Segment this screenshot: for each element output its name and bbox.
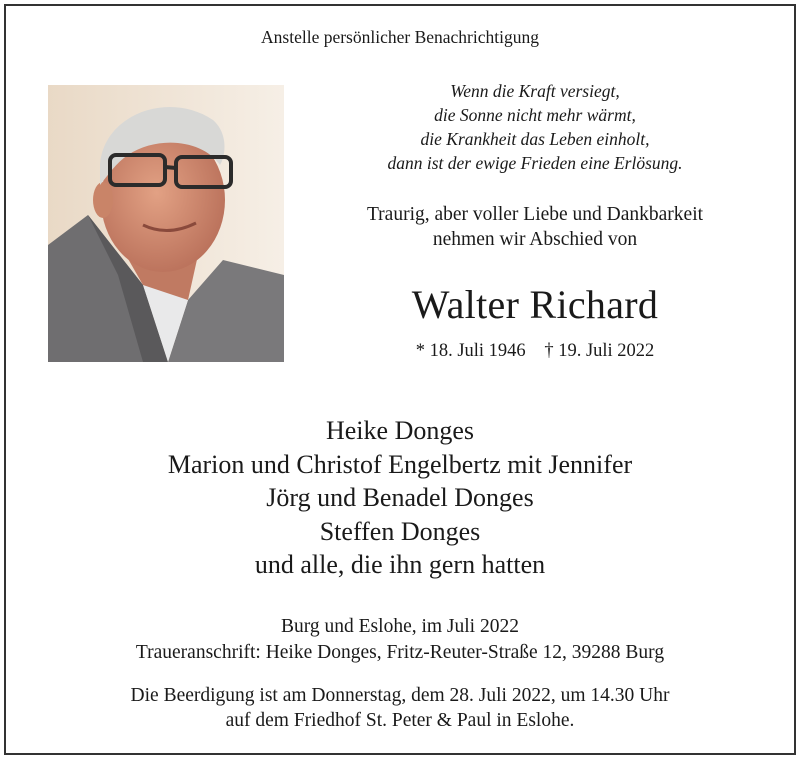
mourner: Marion und Christof Engelbertz mit Jennifer — [167, 449, 633, 479]
notice-line: Anstelle persönlicher Benachrichtigung — [261, 27, 539, 47]
intro-line: Traurig, aber voller Liebe und Dankbarkeit — [366, 204, 704, 225]
portrait-photo — [48, 85, 284, 362]
funeral-line: Die Beerdigung ist am Donnerstag, dem 28. Juli 2022, um 14.30 Uhr — [130, 685, 670, 706]
mourner: Steffen Donges — [319, 516, 481, 546]
poem-line: die Krankheit das Leben einholt, — [420, 129, 650, 149]
life-dates — [300, 341, 770, 362]
intro-text — [300, 202, 770, 252]
funeral-line: auf dem Friedhof St. Peter & Paul in Eslohe. — [225, 710, 575, 731]
poem-line: dann ist der ewige Frieden eine Erlösung. — [387, 153, 683, 173]
mourner: und alle, die ihn gern hatten — [254, 550, 546, 579]
deceased-name: Walter Richard — [411, 282, 659, 327]
place-and-address — [0, 614, 800, 666]
death-date: † 19. Juli 2022 — [544, 341, 655, 361]
poem-line: die Sonne nicht mehr wärmt, — [434, 105, 636, 125]
place-date: Burg und Eslohe, im Juli 2022 — [281, 616, 519, 637]
mourner: Jörg und Benadel Donges — [266, 483, 534, 512]
funeral-info — [0, 683, 800, 733]
mourning-address: Traueranschrift: Heike Donges, Fritz-Reuter-Straße 12, 39288 Burg — [135, 642, 665, 663]
poem — [300, 79, 770, 175]
poem-line: Wenn die Kraft versiegt, — [450, 81, 620, 101]
birth-date: * 18. Juli 1946 — [415, 341, 526, 361]
mourner: Heike Donges — [325, 416, 474, 445]
mourners-list — [0, 414, 800, 582]
intro-line: nehmen wir Abschied von — [432, 229, 638, 250]
